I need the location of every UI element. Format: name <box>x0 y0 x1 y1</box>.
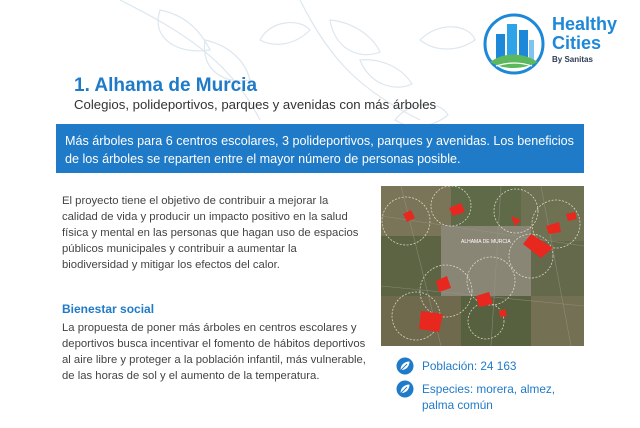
brand-title-line-2: Cities <box>552 33 602 53</box>
population-fact <box>396 357 576 377</box>
intro-paragraph: El proyecto tiene el objetivo de contribuir a mejorar la calidad de vida y producir un impacto positivo en la salud física y mental en las personas que hagan uso de espacios públicos municipales y contribuir a aumentar la biodiversidad y mitigar los efectos del calor. <box>62 195 359 271</box>
highlight-banner <box>56 124 584 173</box>
brand-title-line-1: Healthy <box>552 14 618 34</box>
brand-title <box>552 15 617 53</box>
banner-text: Más árboles para 6 centros escolares, 3 polideportivos, parques y avenidas. Los beneficios de los árboles se reparten entre el mayor número de personas posible. <box>65 134 574 166</box>
species-text-line-2: palma común <box>422 398 493 412</box>
aerial-map-image <box>381 186 584 346</box>
species-text <box>422 381 555 413</box>
page-title: 1. Alhama de Murcia <box>74 75 258 96</box>
section-title: Bienestar social <box>62 302 155 316</box>
city-leaf-logo-icon <box>482 12 546 76</box>
healthy-cities-logo <box>482 12 632 76</box>
page-subtitle: Colegios, polideportivos, parques y avenidas con más árboles <box>74 97 437 112</box>
species-fact <box>396 380 576 416</box>
section-paragraph: La propuesta de poner más árboles en centros escolares y deportivos busca incentivar el fomento de hábitos deportivos al aire libre y proteger a la población infantil, más vulnerable, de las horas de sol y el aumento de la temperatura. <box>62 322 366 382</box>
species-text-line-1: Especies: morera, almez, <box>422 382 556 396</box>
svg-text:ALHAMA DE MURCIA: ALHAMA DE MURCIA <box>461 239 511 245</box>
leaf-bullet-icon <box>396 380 414 398</box>
population-text: Población: 24 163 <box>422 359 517 373</box>
brand-subtitle: By Sanitas <box>552 55 593 64</box>
leaf-bullet-icon <box>396 357 414 375</box>
